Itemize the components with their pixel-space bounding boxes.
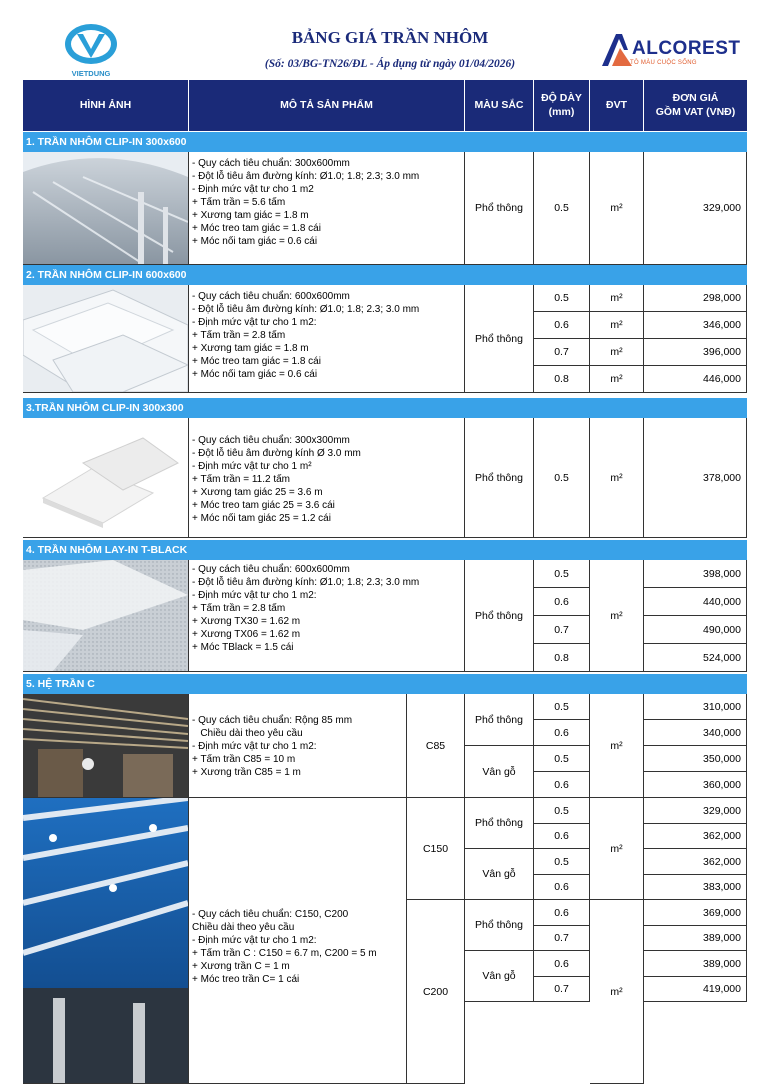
color-cell: Phổ thông [465, 900, 534, 951]
price-cell: 346,000 [644, 312, 747, 339]
thickness-cell: 0.6 [534, 900, 590, 926]
price-cell: 350,000 [644, 746, 747, 772]
logo-left-text: VIETDUNG [71, 69, 111, 78]
thickness-cell: 0.6 [534, 312, 590, 339]
thickness-cell: 0.6 [534, 951, 590, 977]
thickness-cell: 0.5 [534, 418, 590, 538]
section-title: 1. TRẦN NHÔM CLIP-IN 300x600 [23, 132, 747, 152]
price-cell: 524,000 [644, 644, 747, 672]
thickness-cell: 0.5 [534, 694, 590, 720]
price-cell: 362,000 [644, 824, 747, 849]
unit-cell: m² [590, 798, 644, 900]
unit-cell: m² [590, 366, 644, 393]
color-cell: Vân gỗ [465, 951, 534, 1002]
section-title: 3.TRẦN NHÔM CLIP-IN 300x300 [23, 398, 747, 418]
thickness-cell: 0.8 [534, 644, 590, 672]
product-description: - Quy cách tiêu chuẩn: Rộng 85 mm Chiều dài theo yêu cầu - Định mức vật tư cho 1 m2: + Tấm trần C85 = 10 m + Xương trần C85 = 1 m [189, 694, 407, 798]
ceiling-tile-photo-icon [23, 418, 188, 537]
thickness-cell: 0.5 [534, 560, 590, 588]
page-title: BẢNG GIÁ TRẦN NHÔM [291, 28, 489, 47]
price-cell: 383,000 [644, 875, 747, 900]
document-header [0, 0, 768, 80]
price-cell: 389,000 [644, 951, 747, 977]
price-cell: 389,000 [644, 926, 747, 951]
unit-cell: m² [590, 560, 644, 672]
col-description: MÔ TẢ SẢN PHẨM [189, 80, 465, 131]
table-header [23, 80, 747, 131]
price-cell: 329,000 [644, 798, 747, 824]
model-cell: C85 [407, 694, 465, 798]
ceiling-tile-photo-icon [23, 285, 188, 392]
price-cell: 340,000 [644, 720, 747, 746]
thickness-cell: 0.8 [534, 366, 590, 393]
color-cell: Vân gỗ [465, 849, 534, 900]
product-image-cell [23, 152, 189, 265]
color-cell: Phổ thông [465, 560, 534, 672]
vietdung-logo-icon [60, 22, 122, 80]
col-thickness: ĐỘ DÀY (mm) [534, 80, 590, 131]
price-cell: 360,000 [644, 772, 747, 798]
price-cell: 310,000 [644, 694, 747, 720]
model-cell: C150 [407, 798, 465, 900]
section-title: 4. TRẦN NHÔM LAY-IN T-BLACK [23, 540, 747, 560]
unit-cell: m² [590, 312, 644, 339]
price-cell: 398,000 [644, 560, 747, 588]
thickness-cell: 0.6 [534, 588, 590, 616]
price-cell: 298,000 [644, 285, 747, 312]
color-cell: Phổ thông [465, 418, 534, 538]
color-cell: Vân gỗ [465, 746, 534, 798]
price-cell: 419,000 [644, 977, 747, 1002]
unit-cell: m² [590, 694, 644, 798]
linear-ceiling-photo-icon [23, 694, 188, 797]
page-subtitle: (Số: 03/BG-TN26/ĐL - Áp dụng từ ngày 01/04/2026) [264, 58, 516, 70]
unit-cell: m² [590, 418, 644, 538]
model-cell: C200 [407, 900, 465, 1084]
col-color: MÀU SẮC [465, 80, 534, 131]
product-image-cell [23, 560, 189, 672]
color-cell: Phổ thông [465, 694, 534, 746]
col-image: HÌNH ẢNH [23, 80, 189, 131]
thickness-cell: 0.6 [534, 824, 590, 849]
brand-name: ALCOREST [632, 38, 741, 59]
thickness-cell: 0.6 [534, 875, 590, 900]
product-image-cell [23, 694, 189, 798]
product-image-cell [23, 798, 189, 1084]
thickness-cell: 0.7 [534, 977, 590, 1002]
unit-cell: m² [590, 900, 644, 1084]
thickness-cell: 0.7 [534, 339, 590, 366]
price-cell: 369,000 [644, 900, 747, 926]
perforated-tile-photo-icon [23, 560, 188, 671]
price-cell: 329,000 [644, 152, 747, 265]
col-price: ĐƠN GIÁ GỒM VAT (VNĐ) [655, 92, 736, 118]
price-cell: 440,000 [644, 588, 747, 616]
product-image-cell [23, 285, 189, 393]
price-cell: 446,000 [644, 366, 747, 393]
thickness-cell: 0.7 [534, 926, 590, 951]
thickness-cell: 0.5 [534, 849, 590, 875]
thickness-cell: 0.5 [534, 285, 590, 312]
section-title: 5. HỆ TRẦN C [23, 674, 747, 694]
color-cell: Phổ thông [465, 285, 534, 393]
price-cell: 396,000 [644, 339, 747, 366]
thickness-cell: 0.7 [534, 616, 590, 644]
col-unit: ĐVT [590, 80, 644, 131]
section-title: 2. TRẦN NHÔM CLIP-IN 600x600 [23, 265, 747, 285]
product-image-cell [23, 418, 189, 538]
price-cell: 490,000 [644, 616, 747, 644]
color-cell: Phổ thông [465, 152, 534, 265]
linear-ceiling-photo-icon [23, 798, 188, 1083]
unit-cell: m² [590, 285, 644, 312]
unit-cell: m² [590, 339, 644, 366]
product-description: - Quy cách tiêu chuẩn: 300x600mm - Đột lỗ tiêu âm đường kính: Ø1.0; 1.8; 2.3; 3.0 mm - Định mức vật tư cho 1 m2 + Tấm trần = 5.6 tấm + Xương tam giác = 1.8 m + Móc treo tam giác = 1.8 cái + Móc nối tam giác = 0.6 cái [189, 152, 465, 265]
thickness-cell: 0.6 [534, 772, 590, 798]
brand-tagline: TÔ MÀU CUỘC SỐNG [630, 60, 697, 66]
thickness-cell: 0.5 [534, 152, 590, 265]
product-description: - Quy cách tiêu chuẩn: C150, C200 Chiều dài theo yêu cầu - Định mức vật tư cho 1 m2: + Tấm trần C : C150 = 6.7 m, C200 = 5 m + Xương trần C = 1 m + Móc treo trần C= 1 cái [189, 798, 407, 1084]
product-description: - Quy cách tiêu chuẩn: 600x600mm - Đột lỗ tiêu âm đường kính: Ø1.0; 1.8; 2.3; 3.0 mm - Định mức vật tư cho 1 m2: + Tấm trần = 2.8 tấm + Xương TX30 = 1.62 m + Xương TX06 = 1.62 m + Móc TBlack = 1.5 cái [189, 560, 465, 672]
thickness-cell: 0.5 [534, 746, 590, 772]
product-description: - Quy cách tiêu chuẩn: 300x300mm - Đột lỗ tiêu âm đường kính Ø 3.0 mm - Định mức vật tư cho 1 m² + Tấm trần = 11.2 tấm + Xương tam giác 25 = 3.6 m + Móc treo tam giác 25 = 3.6 cái + Móc nối tam giác 25 = 1.2 cái [189, 418, 465, 538]
ceiling-photo-icon [23, 152, 188, 264]
color-cell: Phổ thông [465, 798, 534, 849]
thickness-cell: 0.5 [534, 798, 590, 824]
price-cell: 378,000 [644, 418, 747, 538]
unit-cell: m² [590, 152, 644, 265]
product-description: - Quy cách tiêu chuẩn: 600x600mm - Đột lỗ tiêu âm đường kính: Ø1.0; 1.8; 2.3; 3.0 mm - Định mức vật tư cho 1 m2: + Tấm trần = 2.8 tấm + Xương tam giác = 1.8 m + Móc treo tam giác = 1.8 cái + Móc nối tam giác = 0.6 cái [189, 285, 465, 393]
thickness-cell: 0.6 [534, 720, 590, 746]
price-cell: 362,000 [644, 849, 747, 875]
